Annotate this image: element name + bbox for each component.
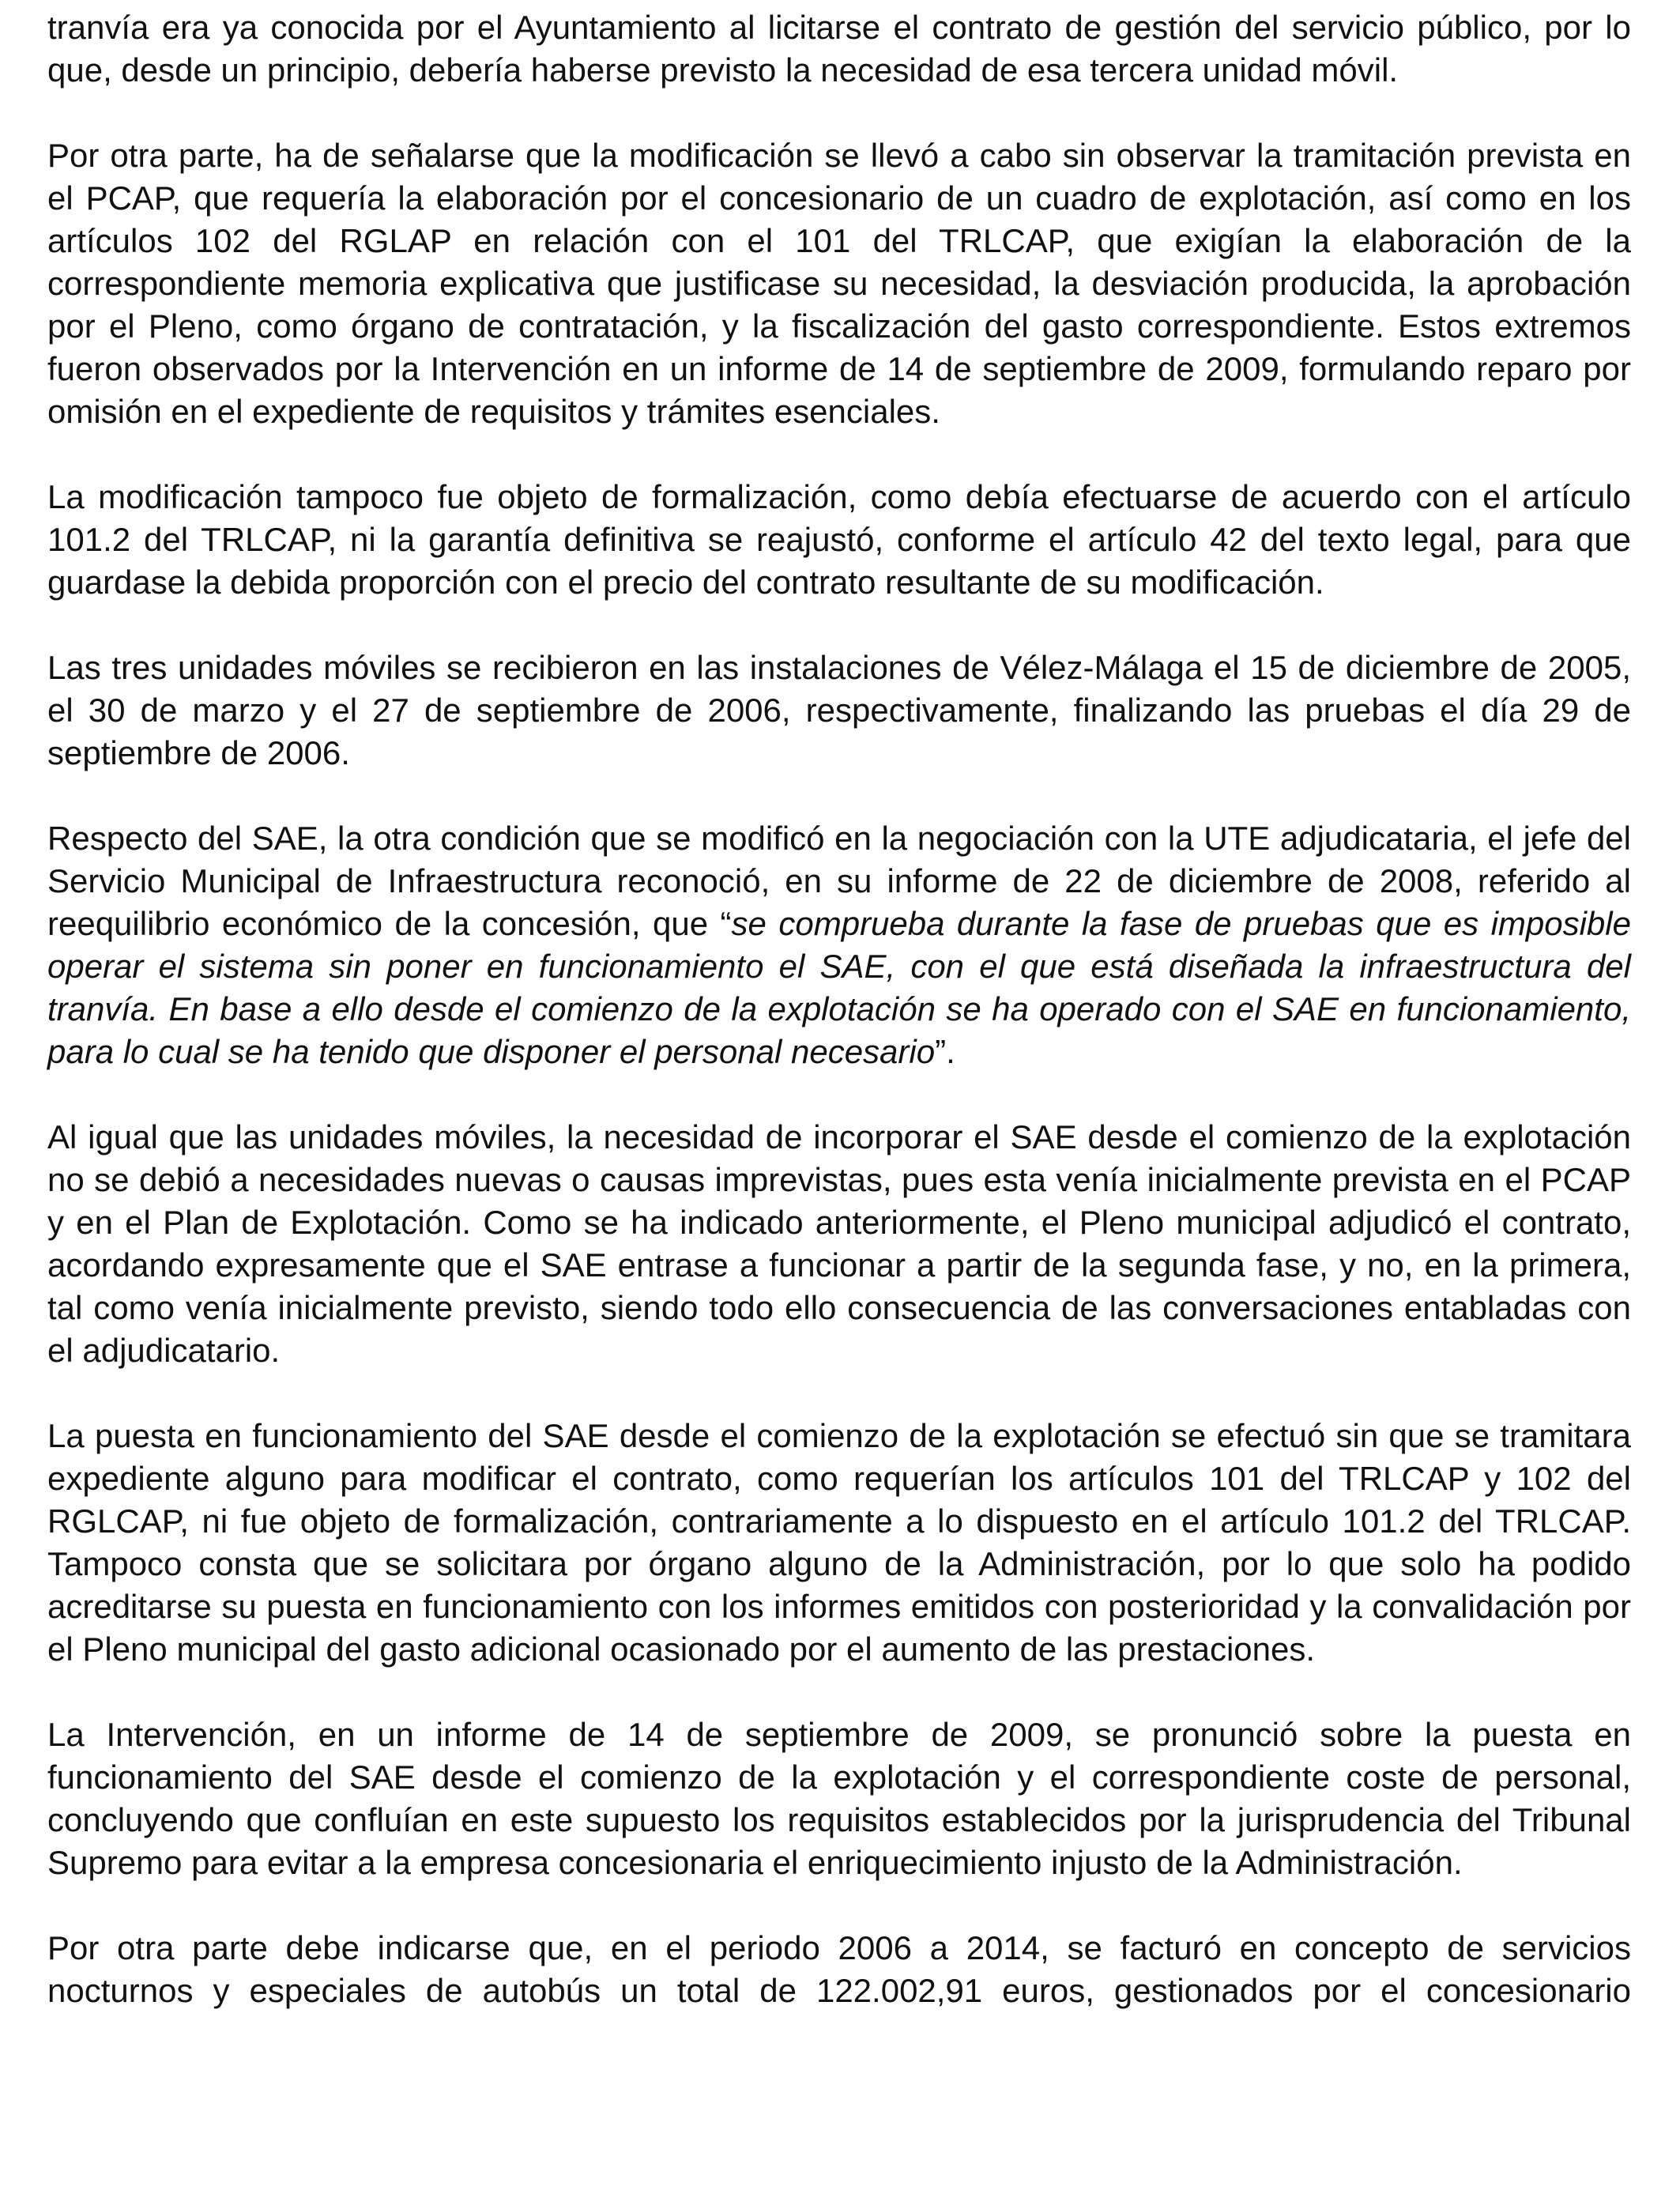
paragraph-sae-operation: La puesta en funcionamiento del SAE desde el comienzo de la explotación se efectuó sin que se tramitara expediente alguno para modificar el contrato, como requerían los artículos 101 del TRLCAP y 102 del RGLCAP, ni fue objeto de formalización, contrariamente a lo dispuesto en el artículo 101.2 del TRLCAP. Tampoco consta que se solicitara por órgano alguno de la Administración, por lo que solo ha podido acreditarse su puesta en funcionamiento con los informes emitidos con posterioridad y la convalidación por el Pleno municipal del gasto adicional ocasionado por el aumento de las prestaciones. <box>47 1417 1631 1668</box>
sae-report-quote: se comprueba durante la fase de pruebas que es imposible operar el sistema sin poner en funcionamiento el SAE, con el que está diseñada la infraestructura del tranvía. En base a ello desde el comienzo de la explotación se ha operado con el SAE en funcionamiento, para lo cual se ha tenido que disponer el personal necesario <box>47 905 1631 1070</box>
paragraph-continuation: tranvía era ya conocida por el Ayuntamiento al licitarse el contrato de gestión del servicio público, por lo que, desde un principio, debería haberse previsto la necesidad de esa tercera unidad móvil. <box>47 9 1631 89</box>
paragraph-modification-procedure: Por otra parte, ha de señalarse que la modificación se llevó a cabo sin observar la tramitación prevista en el PCAP, que requería la elaboración por el concesionario de un cuadro de explotación, así como en los artículos 102 del RGLAP en relación con el 101 del TRLCAP, que exigían la elaboración de la correspondiente memoria explicativa que justificase su necesidad, la desviación producida, la aprobación por el Pleno, como órgano de contratación, y la fiscalización del gasto correspondiente. Estos extremos fueron observados por la Intervención en un informe de 14 de septiembre de 2009, formulando reparo por omisión en el expediente de requisitos y trámites esenciales. <box>47 137 1631 430</box>
paragraph-sae-necessity: Al igual que las unidades móviles, la necesidad de incorporar el SAE desde el comienzo de la explotación no se debió a necesidades nuevas o causas imprevistas, pues esta venía inicialmente prevista en el PCAP y en el Plan de Explotación. Como se ha indicado anteriormente, el Pleno municipal adjudicó el contrato, acordando expresamente que el SAE entrase a funcionar a partir de la segunda fase, y no, en la primera, tal como venía inicialmente previsto, siendo todo ello consecuencia de las conversaciones entabladas con el adjudicatario. <box>47 1118 1631 1369</box>
paragraph-bus-services: Por otra parte debe indicarse que, en el periodo 2006 a 2014, se facturó en concepto de servicios nocturnos y especiales de autobús un total de 122.002,91 euros, gestionados por el concesionario <box>47 1929 1631 2009</box>
paragraph-intervention-report: La Intervención, en un informe de 14 de septiembre de 2009, se pronunció sobre la puesta en funcionamiento del SAE desde el comienzo de la explotación y el correspondiente coste de personal, concluyendo que confluían en este supuesto los requisitos establecidos por la jurisprudencia del Tribunal Supremo para evitar a la empresa concesionaria el enriquecimiento injusto de la Administración. <box>47 1716 1631 1881</box>
paragraph-mobile-units-received: Las tres unidades móviles se recibieron en las instalaciones de Vélez-Málaga el 15 de diciembre de 2005, el 30 de marzo y el 27 de septiembre de 2006, respectivamente, finalizando las pruebas el día 29 de septiembre de 2006. <box>47 649 1631 771</box>
paragraph-sae-report <box>47 817 1631 1073</box>
document-page <box>47 6 1631 2012</box>
sae-report-intro: Respecto del SAE, la otra condición que se modificó en la negociación con la UTE adjudicataria, el jefe del Servicio Municipal de Infraestructura reconoció, en su informe de 22 de diciembre de 2008, referido al reequilibrio económico de la concesión, que “ <box>47 820 1631 942</box>
paragraph-formalization: La modificación tampoco fue objeto de formalización, como debía efectuarse de acuerdo con el artículo 101.2 del TRLCAP, ni la garantía definitiva se reajustó, conforme el artículo 42 del texto legal, para que guardase la debida proporción con el precio del contrato resultante de su modificación. <box>47 478 1631 601</box>
sae-report-close: ”. <box>935 1033 955 1070</box>
